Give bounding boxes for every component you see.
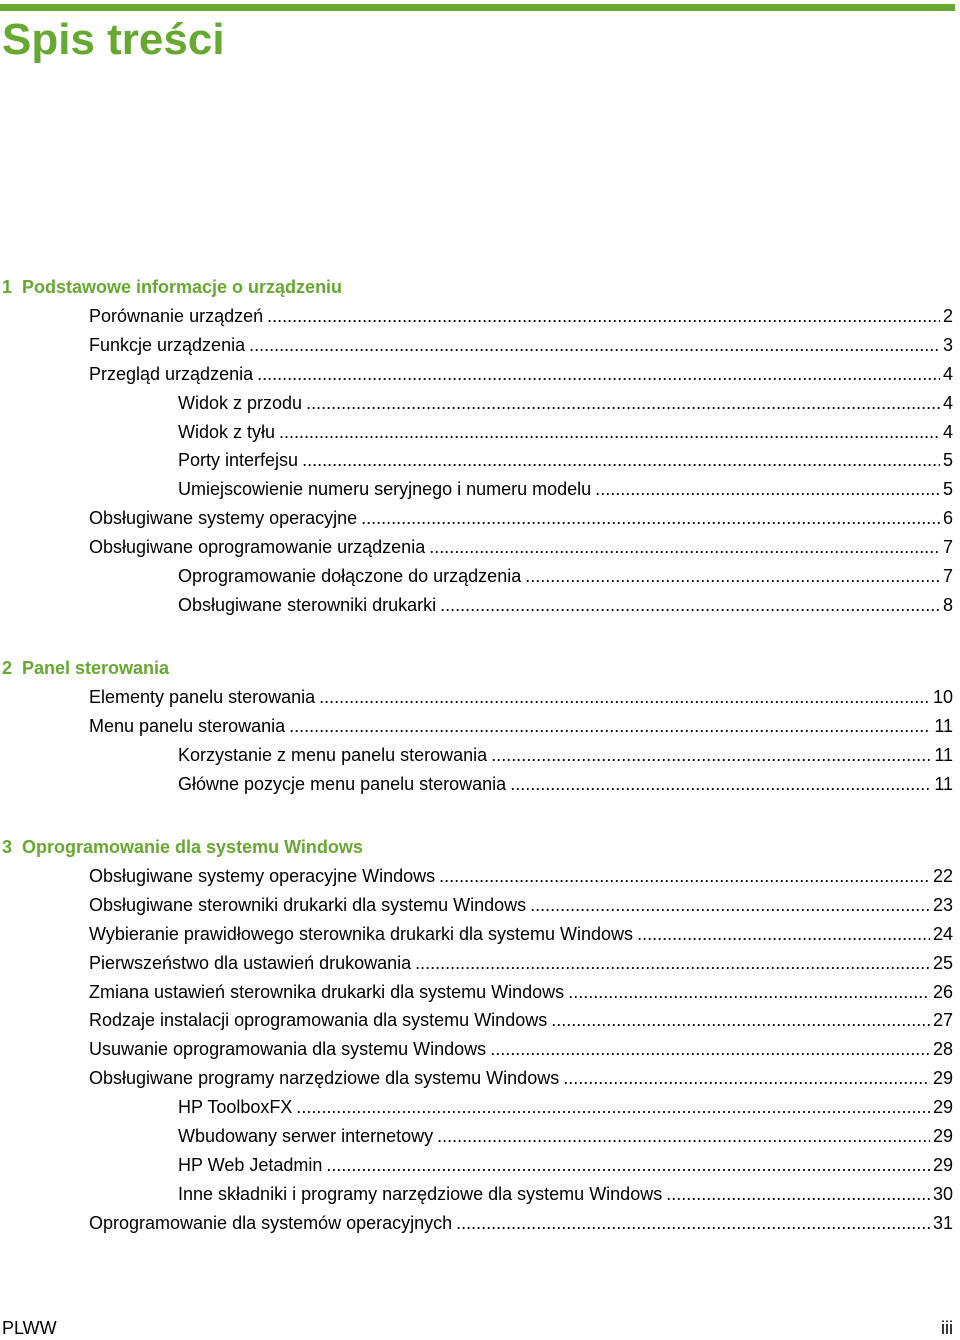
toc-entry[interactable] xyxy=(89,1064,953,1093)
toc-entry-page-number: 7 xyxy=(942,566,953,586)
dot-leader xyxy=(415,949,930,978)
toc-entry-page-number: 29 xyxy=(932,1126,953,1146)
footer-left-label: PLWW xyxy=(2,1318,57,1338)
toc-entry-page-number: 11 xyxy=(934,715,953,736)
toc-entry-page-number: 8 xyxy=(942,594,953,615)
toc-entry[interactable] xyxy=(178,446,953,475)
toc-entry-page-number: 4 xyxy=(942,421,953,442)
toc-entry-page-number: 23 xyxy=(932,894,953,915)
dot-leader xyxy=(302,446,940,475)
toc-entry-page-number: 29 xyxy=(932,1154,953,1175)
dot-leader xyxy=(440,591,940,620)
dot-leader xyxy=(319,683,930,712)
dot-leader xyxy=(530,891,930,920)
dot-leader xyxy=(289,712,931,741)
toc-entry-page-number: 11 xyxy=(934,744,953,765)
toc-entry[interactable] xyxy=(89,862,953,891)
top-green-rule xyxy=(0,4,955,11)
chapter-number: 2 xyxy=(2,658,13,678)
dot-leader xyxy=(637,920,930,949)
toc-entry[interactable] xyxy=(178,389,953,418)
dot-leader xyxy=(429,533,940,562)
chapter-number: 1 xyxy=(2,277,13,297)
toc-entry-page-number: 10 xyxy=(932,686,953,707)
toc-entry[interactable] xyxy=(89,920,953,949)
toc-entry[interactable] xyxy=(178,1122,953,1151)
toc-entry[interactable] xyxy=(89,1209,953,1238)
toc-entry-label: Zmiana ustawień sterownika drukarki dla systemu Windows xyxy=(89,981,565,1002)
toc-entry-label: Obsługiwane systemy operacyjne xyxy=(89,508,358,529)
toc-entry-label: Obsługiwane sterowniki drukarki xyxy=(178,594,437,615)
toc-entry-page-number: 28 xyxy=(932,1039,953,1060)
dot-leader xyxy=(510,770,931,799)
toc-entry-label: Porównanie urządzeń xyxy=(89,305,264,326)
page-title: Spis treści xyxy=(2,15,225,64)
dot-leader xyxy=(306,389,940,418)
chapter-heading[interactable] xyxy=(2,654,169,683)
toc-entry-page-number: 24 xyxy=(932,923,953,944)
toc-entry-page-number: 7 xyxy=(942,537,953,558)
dot-leader xyxy=(437,1122,930,1151)
toc-entry[interactable] xyxy=(89,331,953,360)
dot-leader xyxy=(456,1209,930,1238)
toc-entry-page-number: 2 xyxy=(942,305,953,326)
dot-leader xyxy=(490,1035,930,1064)
toc-entry-label: Menu panelu sterowania xyxy=(89,715,286,736)
toc-entry-page-number: 11 xyxy=(934,773,953,794)
toc-entry-label: Wybieranie prawidłowego sterownika drukarki dla systemu Windows xyxy=(89,923,634,944)
toc-entry-label: Widok z tyłu xyxy=(178,421,276,442)
toc-entry[interactable] xyxy=(178,418,953,447)
toc-entry[interactable] xyxy=(178,1151,953,1180)
toc-entry-label: Oprogramowanie dla systemów operacyjnych xyxy=(89,1212,453,1233)
toc-entry-page-number: 26 xyxy=(932,981,953,1002)
dot-leader xyxy=(595,475,940,504)
toc-entry[interactable] xyxy=(178,1093,953,1122)
toc-entry[interactable] xyxy=(178,741,953,770)
toc-entry-label: Funkcje urządzenia xyxy=(89,334,246,355)
dot-leader xyxy=(439,862,930,891)
dot-leader xyxy=(296,1093,930,1122)
toc-entry[interactable] xyxy=(89,683,953,712)
toc-entry-label: HP ToolboxFX xyxy=(178,1097,293,1118)
chapter-title: Panel sterowania xyxy=(22,658,170,678)
toc-entry-label: Przegląd urządzenia xyxy=(89,363,254,384)
toc-entry-label: Korzystanie z menu panelu sterowania xyxy=(178,744,488,765)
toc-entry[interactable] xyxy=(89,949,953,978)
toc-entry-label: Pierwszeństwo dla ustawień drukowania xyxy=(89,952,412,973)
dot-leader xyxy=(568,978,930,1007)
dot-leader xyxy=(525,562,940,591)
toc-entry[interactable] xyxy=(178,475,953,504)
chapter-heading[interactable] xyxy=(2,833,363,862)
dot-leader xyxy=(257,360,940,389)
chapter-heading[interactable] xyxy=(2,273,342,302)
dot-leader xyxy=(563,1064,930,1093)
toc-entry-label: Obsługiwane oprogramowanie urządzenia xyxy=(89,537,426,558)
toc-entry[interactable] xyxy=(89,1035,953,1064)
toc-entry-label: Umiejscowienie numeru seryjnego i numeru modelu xyxy=(178,479,592,500)
toc-entry[interactable] xyxy=(89,1006,953,1035)
toc-entry-label: Oprogramowanie dołączone do urządzenia xyxy=(178,566,522,586)
toc-entry[interactable] xyxy=(89,891,953,920)
toc-entry-page-number: 4 xyxy=(942,392,953,413)
dot-leader xyxy=(279,418,940,447)
chapter-title: Podstawowe informacje o urządzeniu xyxy=(22,277,343,297)
toc-entry-label: HP Web Jetadmin xyxy=(178,1154,323,1175)
toc-entry-page-number: 29 xyxy=(932,1097,953,1118)
toc-entry-page-number: 4 xyxy=(942,363,953,384)
toc-entry-label: Elementy panelu sterowania xyxy=(89,686,316,707)
toc-entry[interactable] xyxy=(178,1180,953,1209)
chapter-number: 3 xyxy=(2,837,13,857)
toc-entry[interactable] xyxy=(178,770,953,799)
toc-entry[interactable] xyxy=(89,360,953,389)
dot-leader xyxy=(249,331,940,360)
toc-entry[interactable] xyxy=(89,533,953,562)
toc-entry-label: Rodzaje instalacji oprogramowania dla systemu Windows xyxy=(89,1010,548,1031)
toc-entry[interactable] xyxy=(89,504,953,533)
toc-entry-page-number: 27 xyxy=(932,1010,953,1031)
toc-entry[interactable] xyxy=(178,562,953,591)
toc-entry-page-number: 30 xyxy=(932,1183,953,1204)
footer-page-number: iii xyxy=(941,1318,953,1338)
dot-leader xyxy=(551,1006,930,1035)
toc-entry-label: Obsługiwane sterowniki drukarki dla systemu Windows xyxy=(89,894,527,915)
toc-entry-label: Wbudowany serwer internetowy xyxy=(178,1126,434,1146)
dot-leader xyxy=(666,1180,930,1209)
toc-entry-page-number: 5 xyxy=(942,450,953,471)
toc-entry-label: Widok z przodu xyxy=(178,392,303,413)
toc-entry-page-number: 3 xyxy=(942,334,953,355)
toc-entry-page-number: 22 xyxy=(932,865,953,886)
toc-entry-page-number: 5 xyxy=(942,479,953,500)
dot-leader xyxy=(326,1151,930,1180)
toc-entry-page-number: 6 xyxy=(942,508,953,529)
toc-entry-page-number: 25 xyxy=(932,952,953,973)
toc-entry[interactable] xyxy=(178,591,953,620)
toc-entry[interactable] xyxy=(89,302,953,331)
toc-entry[interactable] xyxy=(89,978,953,1007)
toc-entry-label: Obsługiwane programy narzędziowe dla systemu Windows xyxy=(89,1068,560,1089)
toc-entry-page-number: 31 xyxy=(932,1212,953,1233)
dot-leader xyxy=(491,741,931,770)
toc-entry-label: Obsługiwane systemy operacyjne Windows xyxy=(89,865,436,886)
dot-leader xyxy=(267,302,940,331)
toc-entry-page-number: 29 xyxy=(932,1068,953,1089)
toc-entry-label: Usuwanie oprogramowania dla systemu Windows xyxy=(89,1039,487,1060)
toc-entry-label: Główne pozycje menu panelu sterowania xyxy=(178,773,507,794)
chapter-title: Oprogramowanie dla systemu Windows xyxy=(22,837,363,857)
dot-leader xyxy=(361,504,940,533)
toc-entry-label: Inne składniki i programy narzędziowe dla systemu Windows xyxy=(178,1183,663,1204)
toc-entry-label: Porty interfejsu xyxy=(178,450,299,471)
toc-entry[interactable] xyxy=(89,712,953,741)
